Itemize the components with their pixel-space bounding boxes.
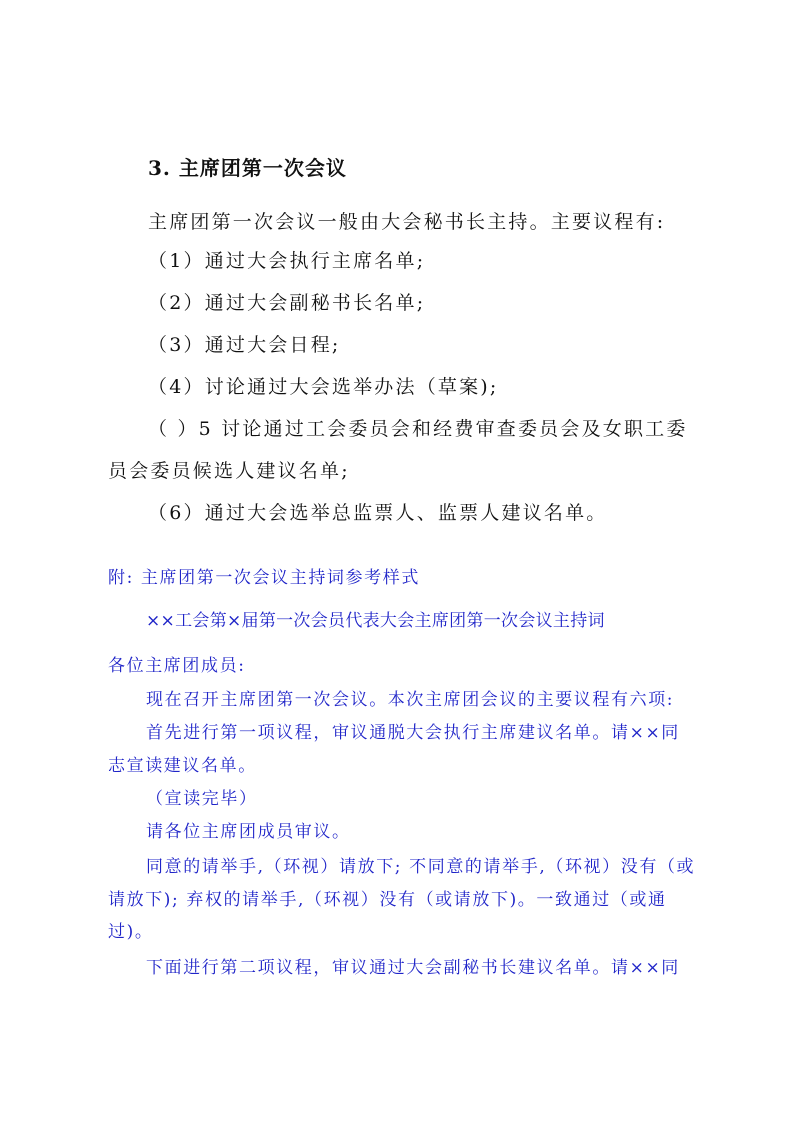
appendix-label: 附: 主席团第一次会议主持词参考样式 [108, 568, 420, 588]
agenda-item-6: （6）通过大会选举总监票人、监票人建议名单。 [148, 502, 608, 524]
appendix-paragraph-continued: 志宣读建议名单。 [108, 756, 257, 776]
agenda-item-3: （3）通过大会日程; [148, 334, 341, 356]
appendix-title: ××工会第×届第一次会员代表大会主席团第一次会议主持词 [146, 611, 605, 631]
agenda-item-5-continued: 员会委员候选人建议名单; [108, 460, 350, 482]
appendix-paragraph: 首先进行第一项议程，审议通脱大会执行主席建议名单。请××同 [146, 723, 680, 743]
appendix-salutation: 各位主席团成员: [108, 656, 246, 676]
section-heading: 3. 主席团第一次会议 [148, 156, 347, 180]
section-intro: 主席团第一次会议一般由大会秘书长主持。主要议程有: [148, 211, 666, 233]
appendix-paragraph: 现在召开主席团第一次会议。本次主席团会议的主要议程有六项: [146, 690, 675, 710]
agenda-item-2: （2）通过大会副秘书长名单; [148, 292, 426, 314]
appendix-paragraph: 同意的请举手,（环视）请放下; 不同意的请举手,（环视）没有（或 [146, 857, 696, 877]
appendix-paragraph: 请各位主席团成员审议。 [146, 822, 351, 842]
agenda-item-1: （1）通过大会执行主席名单; [148, 250, 426, 272]
appendix-paragraph-continued: 请放下); 弃权的请举手,（环视）没有（或请放下)。一致通过（或通 [108, 890, 667, 910]
appendix-paragraph: 下面进行第二项议程，审议通过大会副秘书长建议名单。请××同 [146, 958, 680, 978]
agenda-item-5: （ ）5 讨论通过工会委员会和经费审查委员会及女职工委 [148, 418, 688, 440]
agenda-item-4: （4）讨论通过大会选举办法（草案); [148, 376, 499, 398]
appendix-paragraph-continued: 过)。 [108, 922, 154, 942]
appendix-paragraph: （宣读完毕） [146, 789, 258, 809]
